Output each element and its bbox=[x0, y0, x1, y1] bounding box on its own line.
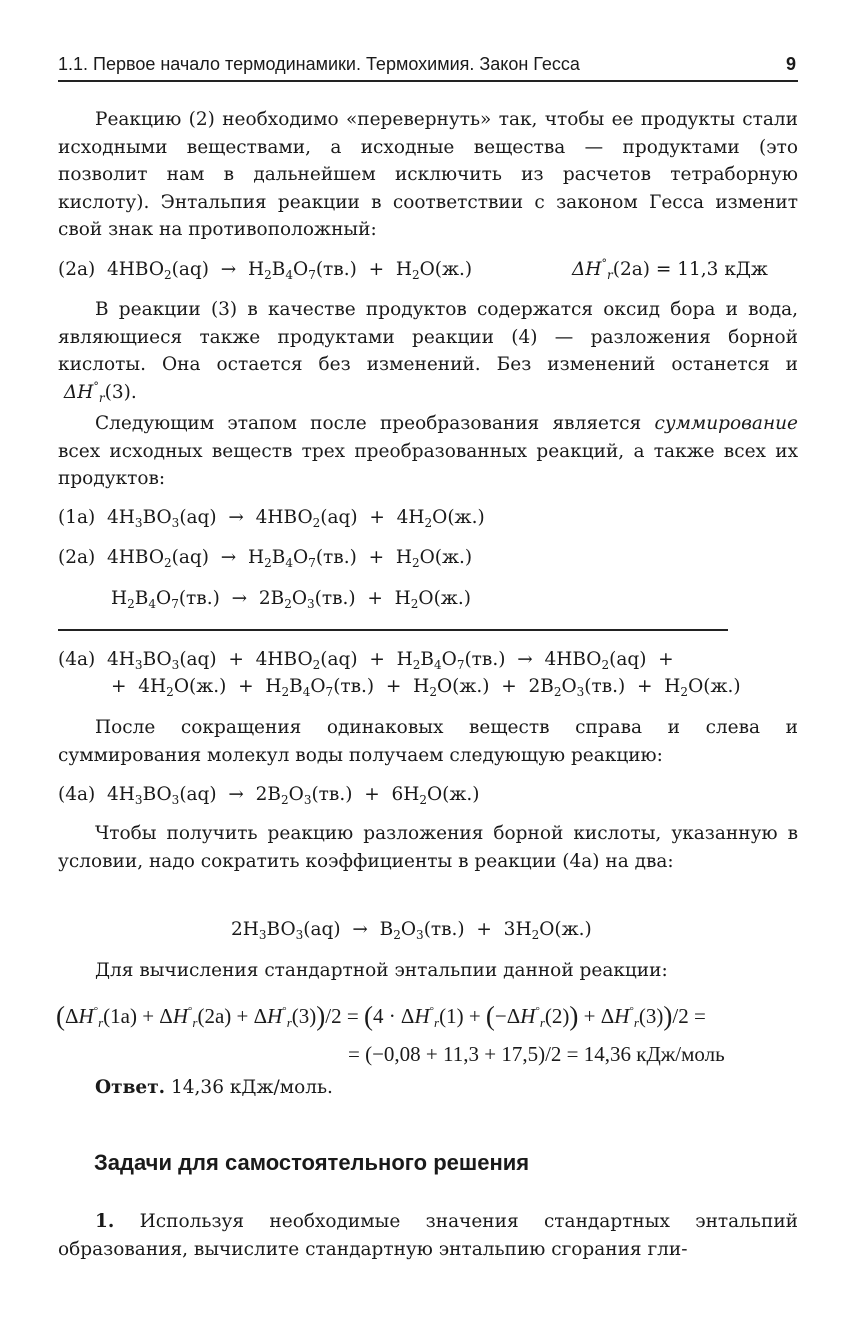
enthalpy-calculation-line1: $(\Delta H^\circ_r(1а) + \Delta H^\circ_r(2а) + \Delta H^\circ_r(3))/2 = (4 \cdot \Delta H^\circ_r(1) + (-\Delta H^\circ_r(2)) + \Delta H^\circ_r(3))/2$ = bbox=[56, 1001, 706, 1031]
equation-3: $H_2B_4O_7(тв.) \to 2B_2O_3(тв.) + H_2O(ж.)$ bbox=[111, 588, 471, 611]
summation-rule bbox=[58, 629, 728, 631]
paragraph-reverse-reaction: Реакцию (2) необходимо «перевернуть» так, чтобы ее продукты стали исходными веществами, а исходные вещества — продуктами (это позволит нам в дальнейшем исключить из расчетов тетраборную кислоту). Энтальпия реакции в соответствии с законом Гесса изменит свой знак на противоположный: bbox=[58, 109, 798, 240]
enthalpy-calculation-line2: = (−0,08 + 11,3 + 17,5)/2 = 14,36 кДж/моль bbox=[348, 1042, 725, 1066]
running-title: 1.1. Первое начало термодинамики. Термохимия. Закон Гесса bbox=[58, 54, 580, 74]
equation-label: (4а) bbox=[58, 784, 96, 805]
task-1 bbox=[58, 1208, 798, 1263]
task-number: 1. bbox=[95, 1211, 115, 1232]
equation-1a: (1а) $4H_3BO_3(aq) \to 4HBO_2(aq) + 4H_2O(ж.)$ bbox=[58, 507, 485, 530]
equation-2a-reversed: (2а) $4HBO_2(aq) \to H_2B_4O_7(тв.) + H_2O(ж.)$ bbox=[58, 259, 473, 282]
equation-label: (1а) bbox=[58, 507, 96, 528]
paragraph-cancellation: После сокращения одинаковых веществ справа и слева и суммирования молекул воды получаем следующую реакцию: bbox=[58, 717, 798, 766]
equation-4a-result: (4а) $4H_3BO_3(aq) \to 2B_2O_3(тв.) + 6H_2O(ж.)$ bbox=[58, 784, 480, 807]
enthalpy-2a: $\Delta H^\circ_r(2а) = 11,3$ кДж bbox=[572, 257, 768, 282]
answer-value: 14,36 кДж/моль. bbox=[171, 1077, 333, 1098]
header-rule bbox=[58, 80, 798, 82]
equation-label: (2а) bbox=[58, 259, 96, 280]
paragraph-reaction-3-text: В реакции (3) в качестве продуктов содержатся оксид бора и вода, являющиеся также продуктами реакции (4) — разложения борной кислоты. Она остается без изменений. Без изменений останется и bbox=[58, 299, 798, 375]
paragraph-reaction-3-tail: (3). bbox=[104, 381, 137, 403]
paragraph-halve-coefficients: Чтобы получить реакцию разложения борной кислоты, указанную в условии, надо сократить коэффициенты в реакции (4а) на два: bbox=[58, 823, 798, 872]
running-header bbox=[58, 52, 798, 80]
equation-boric-acid-decomposition: $2H_3BO_3(aq) \to B_2O_3(тв.) + 3H_2O(ж.)$ bbox=[231, 919, 592, 942]
answer-line bbox=[58, 1074, 798, 1102]
paragraph-reaction-3: В реакции (3) в качестве продуктов содержатся оксид бора и вода, являющиеся также продуктами реакции (4) — разложения борной кислоты. Она остается без изменений. Без изменений останется и $\Delta H^\circ_r(3)$. bbox=[58, 299, 798, 405]
task-text: Используя необходимые значения стандартных энтальпий образования, вычислите стандартную энтальпию сгорания гли- bbox=[58, 1211, 798, 1260]
enthalpy-2a-value: (2а) = 11,3 кДж bbox=[612, 259, 768, 280]
summation-text-start: Следующим этапом после преобразования является bbox=[95, 413, 655, 434]
paragraph-enthalpy-intro: Для вычисления стандартной энтальпии данной реакции: bbox=[95, 960, 668, 981]
equation-label: (2а) bbox=[58, 547, 96, 568]
section-heading: Задачи для самостоятельного решения bbox=[94, 1150, 530, 1175]
summation-text-end: всех исходных веществ трех преобразованных реакций, а также всех их продуктов: bbox=[58, 440, 798, 489]
equation-4a-sum-line2: + $4H_2O(ж.) + H_2B_4O_7(тв.) + H_2O(ж.) + 2B_2O_3(тв.) + H_2O(ж.)$ bbox=[111, 676, 741, 699]
answer-label: Ответ. bbox=[95, 1077, 166, 1098]
equation-label: (4а) bbox=[58, 649, 96, 670]
equation-4a-sum-line1: (4а) $4H_3BO_3(aq) + 4HBO_2(aq) + H_2B_4O_7(тв.) \to 4HBO_2(aq)$ + bbox=[58, 649, 674, 672]
page-number: 9 bbox=[785, 54, 796, 74]
summation-italic: суммирование bbox=[654, 413, 798, 434]
equation-2a: (2а) $4HBO_2(aq) \to H_2B_4O_7(тв.) + H_2O(ж.)$ bbox=[58, 547, 473, 570]
paragraph-summation bbox=[58, 410, 798, 493]
